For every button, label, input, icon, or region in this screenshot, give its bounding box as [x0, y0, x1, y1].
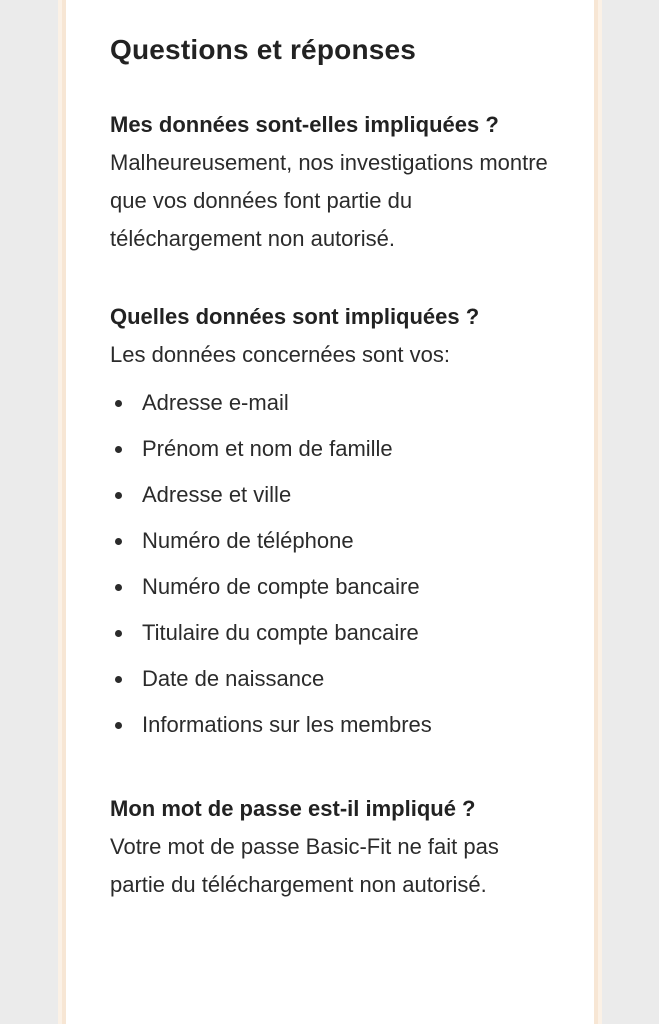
faq-section-which-data: [110, 298, 550, 748]
list-item: Informations sur les membres: [110, 702, 550, 748]
list-item: Adresse et ville: [110, 472, 550, 518]
list-item: Prénom et nom de famille: [110, 426, 550, 472]
faq-content: [110, 30, 550, 904]
faq-section-password: [110, 790, 550, 904]
answer-which-data-intro: Les données concernées sont vos:: [110, 342, 451, 367]
list-item: Adresse e-mail: [110, 380, 550, 426]
question-which-data: Quelles données sont impliquées ?: [110, 304, 480, 329]
affected-data-list: [110, 380, 550, 748]
faq-section-data-involved: [110, 106, 550, 258]
right-margin: [633, 0, 659, 1024]
list-item: Numéro de compte bancaire: [110, 564, 550, 610]
question-data-involved: Mes données sont-elles impliquées ?: [110, 112, 499, 137]
answer-data-involved: Malheureusement, nos investigations montre que vos données font partie du téléchargement non autorisé.: [110, 150, 548, 251]
answer-password: Votre mot de passe Basic-Fit ne fait pas partie du téléchargement non autorisé.: [110, 834, 499, 897]
list-item: Titulaire du compte bancaire: [110, 610, 550, 656]
list-item: Numéro de téléphone: [110, 518, 550, 564]
question-password: Mon mot de passe est-il impliqué ?: [110, 796, 476, 821]
page-title: Questions et réponses: [110, 34, 417, 65]
list-item: Date de naissance: [110, 656, 550, 702]
